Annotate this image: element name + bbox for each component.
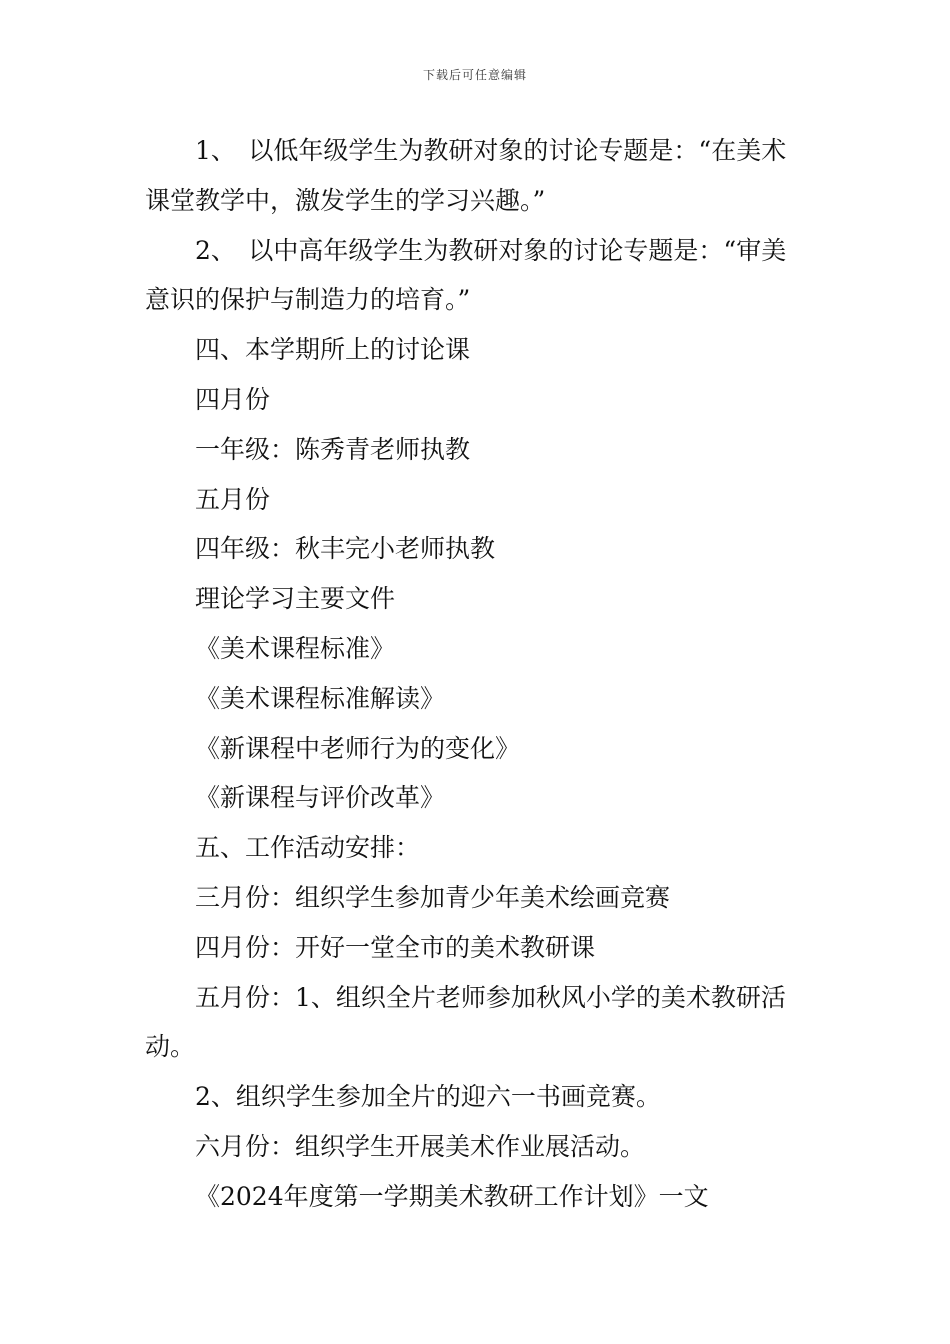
document-body	[145, 126, 810, 1222]
paragraph-topic-lower-grades: 1、 以低年级学生为教研对象的讨论专题是：“在美术课堂教学中，激发学生的学习兴趣。”	[145, 136, 787, 215]
document-title-3: 《新课程中老师行为的变化》	[195, 733, 521, 763]
activity-may-1: 五月份：1、组织全片老师参加秋风小学的美术教研活动。	[145, 982, 786, 1062]
document-title-4: 《新课程与评价改革》	[195, 783, 446, 813]
document-title-2: 《美术课程标准解读》	[195, 683, 446, 713]
document-title-1: 《美术课程标准》	[195, 633, 396, 663]
closing-line: 《2024年度第一学期美术教研工作计划》一文	[195, 1181, 709, 1211]
activity-may-2: 2、组织学生参加全片的迎六一书画竞赛。	[195, 1082, 661, 1112]
activity-march: 三月份：组织学生参加青少年美术绘画竞赛	[195, 882, 671, 912]
paragraph-may: 五月份	[195, 484, 271, 514]
activity-june: 六月份：组织学生开展美术作业展活动。	[195, 1131, 646, 1161]
paragraph-topic-upper-grades: 2、 以中高年级学生为教研对象的讨论专题是：“审美意识的保护与制造力的培育。”	[145, 235, 787, 315]
paragraph-april: 四月份	[195, 384, 271, 414]
paragraph-theory-documents: 理论学习主要文件	[195, 584, 396, 614]
section-heading-research-lessons: 四、本学期所上的讨论课	[195, 335, 471, 365]
activity-april: 四月份：开好一堂全市的美术教研课	[195, 932, 596, 962]
paragraph-grade-one-teacher: 一年级：陈秀青老师执教	[195, 434, 471, 464]
paragraph-grade-four-teacher: 四年级：秋丰完小老师执教	[195, 534, 496, 564]
page-header: 下载后可任意编辑	[422, 68, 527, 82]
section-heading-activities: 五、工作活动安排：	[195, 833, 421, 863]
